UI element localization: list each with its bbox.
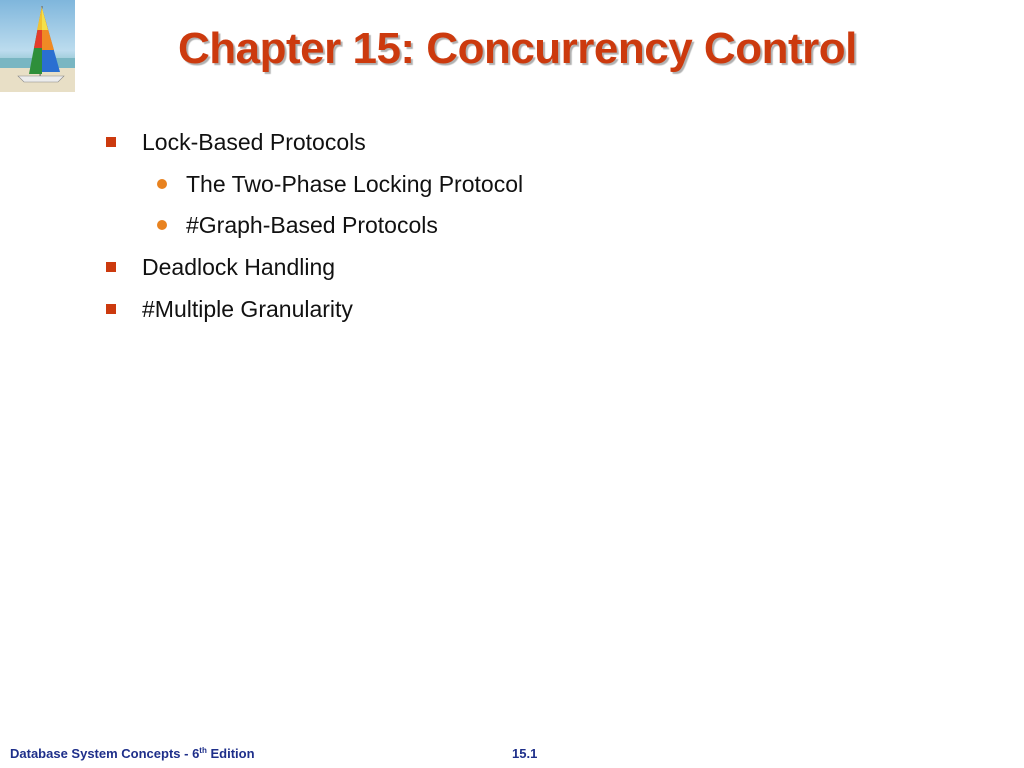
footer-book-title: Database System Concepts - 6th Edition xyxy=(10,746,255,761)
bullet-text: Deadlock Handling xyxy=(142,254,336,280)
sailboat-icon xyxy=(0,0,75,92)
sailboat-logo xyxy=(0,0,75,92)
bullet-text: Lock-Based Protocols xyxy=(142,129,366,155)
bullet-item xyxy=(142,253,335,281)
bullet-text: The Two-Phase Locking Protocol xyxy=(186,171,524,197)
sub-bullet-item xyxy=(186,170,523,198)
round-bullet-icon xyxy=(157,179,167,189)
bullet-item xyxy=(142,295,353,323)
bullet-text: #Multiple Granularity xyxy=(142,296,353,322)
sub-bullet-item xyxy=(186,211,438,239)
footer-page-number: 15.1 xyxy=(512,746,538,761)
slide-title: Chapter 15: Concurrency Control xyxy=(178,24,857,73)
square-bullet-icon xyxy=(106,304,116,314)
square-bullet-icon xyxy=(106,137,116,147)
bullet-text: #Graph-Based Protocols xyxy=(186,212,438,238)
round-bullet-icon xyxy=(157,220,167,230)
square-bullet-icon xyxy=(106,262,116,272)
bullet-item xyxy=(142,128,366,156)
